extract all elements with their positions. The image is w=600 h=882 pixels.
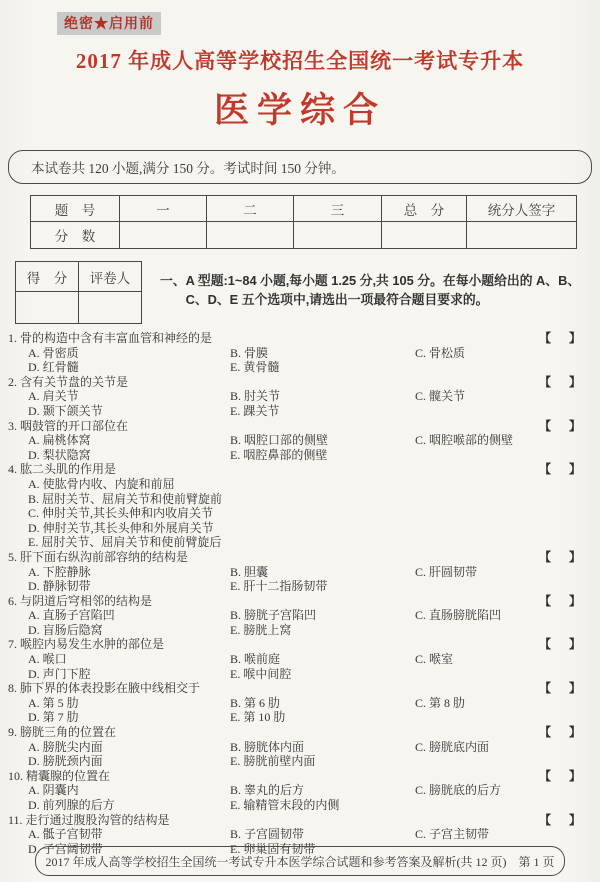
option-B: B. 子宫圆韧带 [230,827,305,842]
score-table [30,195,577,249]
option-A: A. 第 5 肋 [28,695,79,710]
question-1 [8,331,600,375]
answer-brackets: 【 】 [538,681,584,696]
question-1-options [8,346,600,375]
grader-box-grader-label: 评卷人 [79,262,142,292]
option-E: E. 屈肘关节、屈肩关节和使前臂旋后 [28,535,222,550]
score-cell-section2 [207,222,294,249]
grader-score-box [15,261,142,324]
option-E: E. 膀胱前壁内面 [230,754,316,769]
question-stem: 5. 肝下面右纵沟前部容纳的结构是 [8,549,189,564]
option-B: B. 咽腔口部的侧壁 [230,433,329,448]
question-stem: 8. 肺下界的体表投影在腋中线相交于 [8,681,201,696]
question-stem: 1. 骨的构造中含有丰富血管和神经的是 [8,331,213,345]
question-2-stem-row [8,375,600,390]
option-C: C. 骨松质 [415,345,466,360]
option-A: A. 直肠子宫陷凹 [28,608,115,623]
option-C: C. 髋关节 [415,389,466,404]
question-10-options [8,783,600,812]
option-E: E. 肝十二指肠韧带 [230,579,328,594]
option-A: A. 骨密质 [28,345,79,360]
option-E: E. 咽腔鼻部的侧壁 [230,447,328,462]
option-A: A. 扁桃体窝 [28,433,91,448]
question-6-options [8,608,600,637]
option-B: B. 膀胱子宫陷凹 [230,608,317,623]
question-stem: 2. 含有关节盘的关节是 [8,374,129,389]
question-8 [8,681,600,725]
option-E: E. 膀胱上窝 [230,622,292,637]
option-D: D. 红骨髓 [28,360,79,375]
option-B: B. 胆囊 [230,564,269,579]
grader-and-instruction-row [15,261,594,324]
page-footer-box [35,846,565,876]
option-D: D. 盲肠后隐窝 [28,622,103,637]
option-B: B. 喉前庭 [230,652,281,667]
question-3-options [8,433,600,462]
question-stem: 11. 走行通过腹股沟管的结构是 [8,812,170,827]
score-table-header-qnum: 题 号 [31,196,120,222]
score-table-header-section2: 二 [207,196,294,222]
option-D: D. 前列腺的后方 [28,798,115,812]
option-A: A. 下腔静脉 [28,564,91,579]
answer-brackets: 【 】 [538,725,584,740]
question-5 [8,550,600,594]
question-8-stem-row [8,681,600,696]
question-4 [8,462,600,550]
answer-brackets: 【 】 [538,768,584,783]
questions-list [8,331,600,856]
answer-brackets: 【 】 [538,462,584,477]
option-C: C. 膀胱底内面 [415,739,490,754]
grader-box-score-cell [16,292,79,324]
option-C: C. 直肠膀胱陷凹 [415,608,502,623]
question-4-stem-row [8,462,600,477]
option-D: D. 颞下颌关节 [28,403,103,418]
answer-brackets: 【 】 [538,418,584,433]
question-stem: 6. 与阴道后穹相邻的结构是 [8,593,153,608]
option-D: D. 子宫阔韧带 [28,841,103,856]
exam-note-text: 本试卷共 120 小题,满分 150 分。考试时间 150 分钟。 [31,161,345,176]
score-cell-signature [467,222,577,249]
section-a-instruction: 一、A 型题:1~84 小题,每小题 1.25 分,共 105 分。在每小题给出的 A、B、C、D、E 五个选项中,请选出一项最符合题目要求的。 [160,273,581,307]
score-cell-section1 [120,222,207,249]
answer-brackets: 【 】 [538,331,584,345]
question-9-options [8,740,600,769]
question-stem: 10. 精囊腺的位置在 [8,768,111,783]
option-C: C. 伸肘关节,其长头伸和内收肩关节 [28,506,214,521]
subject-title: 医学综合 [213,91,386,130]
answer-brackets: 【 】 [538,812,584,827]
question-10 [8,769,600,813]
score-table-header-row [31,196,577,222]
score-table-header-section1: 一 [120,196,207,222]
option-E: E. 黄骨髓 [230,360,280,375]
option-B: B. 第 6 肋 [230,695,281,710]
question-stem: 9. 膀胱三角的位置在 [8,725,117,740]
question-5-stem-row [8,550,600,565]
question-stem: 4. 肱二头肌的作用是 [8,462,117,477]
option-D: D. 伸肘关节,其长头伸和外展肩关节 [28,520,214,535]
option-A: A. 肩关节 [28,389,79,404]
option-E: E. 卵巢固有韧带 [230,841,316,856]
question-5-options [8,565,600,594]
option-A: A. 喉口 [28,652,67,667]
option-E: E. 喉中间腔 [230,666,292,681]
option-C: C. 膀胱底的后方 [415,783,502,798]
option-E: E. 输精管末段的内侧 [230,798,340,812]
score-table-score-row [31,222,577,249]
answer-brackets: 【 】 [538,549,584,564]
grader-box-score-label: 得 分 [16,262,79,292]
option-C: C. 喉室 [415,652,454,667]
option-A: A. 使肱骨内收、内旋和前屈 [28,476,175,491]
question-2 [8,375,600,419]
question-stem: 3. 咽鼓管的开口部位在 [8,418,129,433]
option-C: C. 咽腔喉部的侧壁 [415,433,514,448]
question-3-stem-row [8,419,600,434]
option-D: D. 静脉韧带 [28,579,91,594]
score-table-header-total: 总 分 [382,196,467,222]
option-C: C. 肝圆韧带 [415,564,478,579]
option-C: C. 第 8 肋 [415,695,466,710]
exam-note-box [8,150,592,184]
option-B: B. 肘关节 [230,389,281,404]
score-cell-total [382,222,467,249]
option-A: A. 骶子宫韧带 [28,827,103,842]
confidential-badge: 绝密★启用前 [57,12,161,35]
question-6 [8,594,600,638]
option-A: A. 阴囊内 [28,783,79,798]
option-D: D. 梨状隐窝 [28,447,91,462]
exam-title: 2017 年成人高等学校招生全国统一考试专升本 [75,49,525,73]
question-3 [8,419,600,463]
answer-brackets: 【 】 [538,593,584,608]
option-D: D. 膀胱颈内面 [28,754,103,769]
score-cell-section3 [294,222,382,249]
question-6-stem-row [8,594,600,609]
question-9-stem-row [8,725,600,740]
option-B: B. 屈肘关节、屈肩关节和使前臂旋前 [28,491,223,506]
option-D: D. 第 7 肋 [28,710,79,725]
question-2-options [8,389,600,418]
question-11-stem-row [8,813,600,828]
question-10-stem-row [8,769,600,784]
question-9 [8,725,600,769]
question-4-options [8,477,600,550]
option-C: C. 子宫主韧带 [415,827,490,842]
option-E: E. 第 10 肋 [230,710,286,725]
answer-brackets: 【 】 [538,374,584,389]
question-7 [8,637,600,681]
option-A: A. 膀胱尖内面 [28,739,103,754]
option-B: B. 骨膜 [230,345,269,360]
score-table-header-signature: 统分人签字 [467,196,577,222]
option-B: B. 膀胱体内面 [230,739,305,754]
question-7-options [8,652,600,681]
question-1-stem-row [8,331,600,346]
question-7-stem-row [8,637,600,652]
option-B: B. 睾丸的后方 [230,783,305,798]
score-row-label: 分 数 [31,222,120,249]
option-D: D. 声门下腔 [28,666,91,681]
answer-brackets: 【 】 [538,637,584,652]
question-stem: 7. 喉腔内易发生水肿的部位是 [8,637,165,652]
page-footer-text: 2017 年成人高等学校招生全国统一考试专升本医学综合试题和参考答案及解析(共 12 页) 第 1 页 [45,854,555,869]
question-8-options [8,696,600,725]
option-E: E. 踝关节 [230,403,280,418]
score-table-header-section3: 三 [294,196,382,222]
grader-box-grader-cell [79,292,142,324]
